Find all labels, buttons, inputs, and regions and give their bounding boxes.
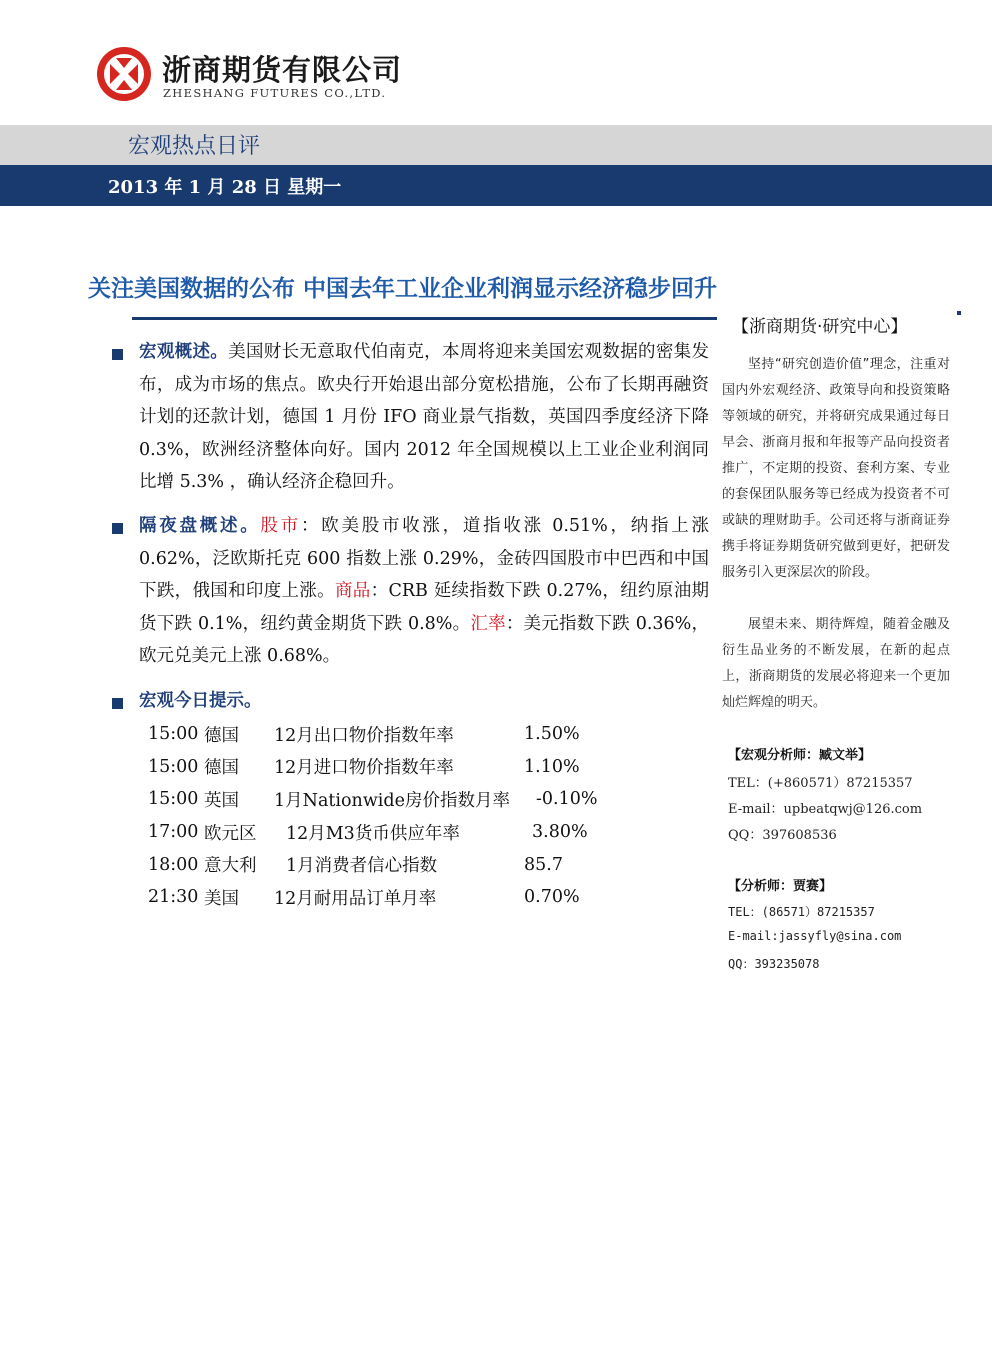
event-time: 15:00 [148,756,199,777]
sidebar-intro-paragraph: 坚持“研究创造价值”理念，注重对国内外宏观经济、政策导向和投资策略等领域的研究，并将研究成果通过每日早会、浙商月报和年报等产品向投资者推广，不定期的投资、套利方案、专业的套保团队服务等已经成为投资者不可或缺的理财助手。公司还将与浙商证券携手将证券期货研究做到更好，把研发服务引入更深层次的阶段。 [722,357,950,580]
event-value: 1.50% [524,724,580,745]
event-value: 85.7 [524,854,563,875]
square-bullet-icon [112,523,123,534]
analyst1-tel: TEL：(+860571）87215357 [728,776,913,791]
event-time: 21:30 [148,887,199,908]
square-bullet-icon [112,698,123,709]
analyst2-email[interactable]: E-mail:jassyfly@sina.com [728,929,902,943]
stock-text: ：欧美股市收涨，道指收涨 0.51%，纳指上涨 0.62%，泛欧斯托克 600 指数上涨 0.29%，金砖四国股市中巴西和中国下跌，俄国和印度上涨。 [139,516,710,601]
headline-divider [132,317,717,320]
analyst1-heading: 【宏观分析师：臧文举】 [728,748,872,763]
analyst1-email[interactable]: E-mail：upbeatqwj@126.com [728,802,923,817]
table-row [148,783,598,816]
event-country: 美国 [204,888,239,909]
event-indicator: 12月M3货币供应年率 [286,823,460,844]
today-lead: 宏观今日提示。 [139,691,262,711]
table-row [148,816,598,849]
event-indicator: 12月耐用品订单月率 [274,888,437,909]
zheshang-logo-icon [96,46,152,102]
event-time: 18:00 [148,854,199,875]
fx-label: 汇率 [470,613,506,634]
stock-label: 股市 [260,516,301,536]
event-value: 1.10% [524,756,580,777]
analyst1-qq: QQ：397608536 [728,828,837,843]
overnight-paragraph [139,510,709,673]
overnight-lead: 隔夜盘概述。 [139,516,261,536]
company-name-en: ZHESHANG FUTURES CO.,LTD. [163,86,387,100]
event-time: 15:00 [148,724,199,745]
event-indicator: 12月进口物价指数年率 [274,758,454,779]
commodity-text: ：CRB 延续指数下跌 0.27%，纽约原油期货下跌 0.1%，纽约黄金期货下跌 0.8%。 [139,581,710,634]
table-row [148,848,598,881]
event-country: 意大利 [204,856,257,877]
macro-text: 美国财长无意取代伯南克，本周将迎来美国宏观数据的密集发布，成为市场的焦点。欧央行开始退出部分宽松措施，公布了长期再融资计划的还款计划，德国 1 月份 IFO 商业景气指数，英国四季度经济下降 0.3%，欧洲经济整体向好。国内 2012 年全国规模以上工业企业利润同比增 5.3% ，确认经济企稳回升。 [139,342,710,492]
economic-calendar-table [148,718,598,914]
sidebar-outlook-paragraph: 展望未来、期待辉煌，随着金融及衍生品业务的不断发展，在新的起点上，浙商期货的发展必将迎来一个更加灿烂辉煌的明天。 [722,617,950,710]
table-row [148,751,598,784]
analyst2-qq: QQ：393235078 [728,957,820,971]
event-country: 德国 [204,758,239,779]
event-country: 欧元区 [204,823,257,844]
event-country: 英国 [204,790,239,811]
analyst2-heading: 【分析师：贾赛】 [728,879,833,894]
event-country: 德国 [204,725,239,746]
fx-text: ：美元指数下跌 0.36%，欧元兑美元上涨 0.68%。 [139,613,710,666]
commodity-label: 商品 [334,581,371,601]
report-type-banner [0,125,992,165]
event-time: 17:00 [148,822,199,843]
report-type-title: 宏观热点日评 [128,134,261,159]
sidebar-title: 【浙商期货·研究中心】 [732,317,908,337]
macro-paragraph [139,336,709,499]
event-value: 3.80% [532,822,588,843]
date-banner [0,165,992,206]
event-value: -0.10% [536,789,598,810]
headline: 关注美国数据的公布 中国去年工业企业利润显示经济稳步回升 [88,276,718,302]
analyst2-tel: TEL：(86571）87215357 [728,905,875,919]
table-row [148,881,598,914]
event-time: 15:00 [148,789,199,810]
event-indicator: 12月出口物价指数年率 [274,725,454,746]
report-date: 2013 年 1 月 28 日 星期一 [108,177,342,198]
corner-dot [957,311,961,315]
table-row [148,718,598,751]
company-name-cn: 浙商期货有限公司 [162,53,403,87]
page-header [0,0,992,125]
today-heading [139,685,709,718]
macro-lead: 宏观概述。 [139,342,229,362]
square-bullet-icon [112,349,123,360]
event-indicator: 1月Nationwide房价指数月率 [274,790,510,811]
event-value: 0.70% [524,887,580,908]
event-indicator: 1月消费者信心指数 [286,856,438,877]
